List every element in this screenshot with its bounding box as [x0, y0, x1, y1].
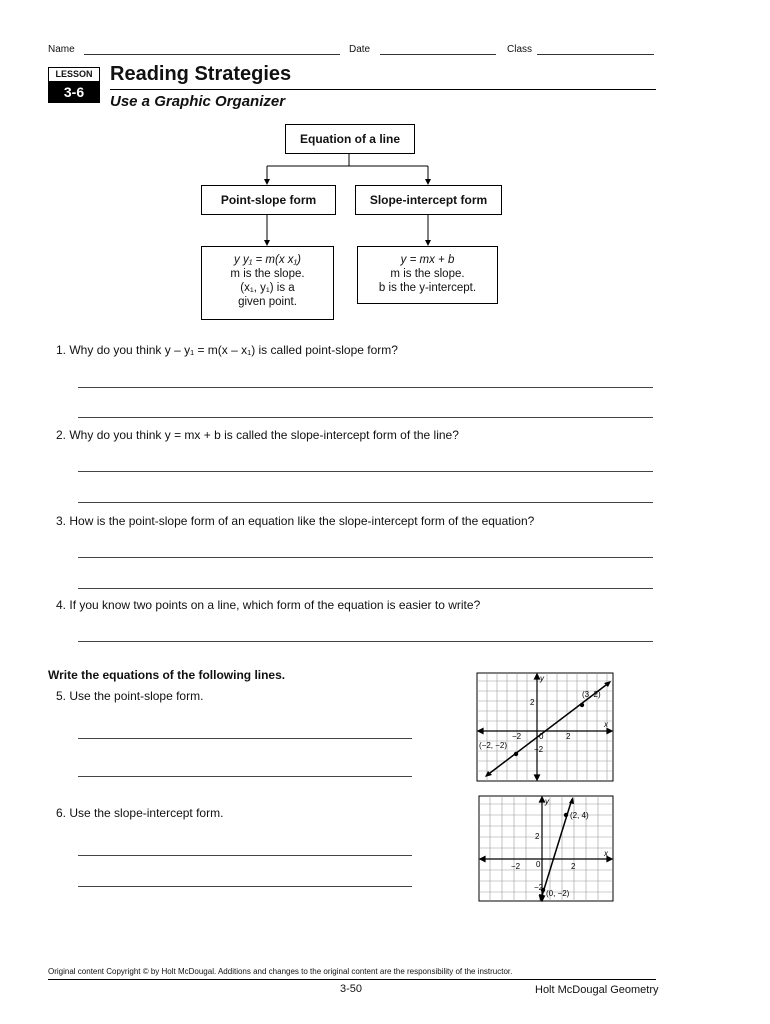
question-4	[56, 598, 480, 612]
graph-2-x-label: x	[604, 849, 608, 858]
point-slope-line: (x₁, y₁) is a	[240, 282, 295, 294]
answer-line[interactable]	[78, 556, 653, 558]
question-5	[56, 689, 203, 703]
graph-1-origin: 0	[539, 732, 544, 741]
graph-2-point-a	[564, 813, 568, 817]
graph-2-tick-x: 2	[571, 862, 576, 871]
question-2	[56, 428, 459, 442]
answer-line[interactable]	[78, 737, 412, 739]
answer-line[interactable]	[78, 470, 653, 472]
graph-2-tick-neg-y: −2	[534, 883, 544, 892]
answer-line[interactable]	[78, 885, 412, 887]
graph-2-tick-y: 2	[535, 832, 540, 841]
organizer-top-box: Equation of a line	[285, 124, 415, 154]
answer-line[interactable]	[78, 640, 653, 642]
graph-2-y-label: y	[545, 797, 549, 806]
question-text: How is the point-slope form of an equation like the slope-intercept form of the equation?	[69, 514, 535, 528]
graph-1-y-label: y	[540, 674, 544, 683]
question-1	[56, 343, 398, 357]
point-slope-equation: y y₁ = m(x x₁)	[234, 254, 301, 266]
question-number: 5.	[56, 689, 67, 703]
page-subtitle: Use a Graphic Organizer	[110, 93, 286, 110]
point-slope-details	[201, 246, 334, 320]
question-number: 3.	[56, 514, 67, 528]
class-label: Class	[507, 44, 533, 55]
page-number: 3-50	[340, 983, 363, 995]
point-slope-heading: Point-slope form	[201, 185, 336, 215]
graph-1-tick-neg-y: −2	[534, 745, 544, 754]
answer-line[interactable]	[78, 775, 412, 777]
section-heading: Write the equations of the following lines.	[48, 668, 286, 682]
graph-2-point-a-label: (2, 4)	[570, 811, 589, 820]
question-text: Use the slope-intercept form.	[69, 806, 224, 820]
question-text: Use the point-slope form.	[69, 689, 204, 703]
point-slope-line: given point.	[238, 296, 297, 308]
footer-divider	[48, 979, 656, 980]
graph-2-tick-neg: −2	[511, 862, 521, 871]
slope-intercept-equation: y = mx + b	[400, 254, 455, 266]
graph-1	[476, 672, 614, 782]
question-number: 6.	[56, 806, 67, 820]
question-3	[56, 514, 534, 528]
date-label: Date	[349, 44, 371, 55]
question-text: Why do you think y – y₁ = m(x – x₁) is called point-slope form?	[69, 343, 398, 357]
lesson-number: 3-6	[49, 82, 99, 102]
answer-line[interactable]	[78, 587, 653, 589]
graph-1-tick-x: 2	[566, 732, 571, 741]
name-label: Name	[48, 44, 75, 55]
graph-1-tick-neg: −2	[512, 732, 522, 741]
slope-intercept-line: b is the y-intercept.	[378, 282, 477, 294]
graph-1-point-b	[514, 752, 518, 756]
answer-line[interactable]	[78, 386, 653, 388]
answer-line[interactable]	[78, 501, 653, 503]
slope-intercept-heading: Slope-intercept form	[355, 185, 502, 215]
answer-line[interactable]	[78, 416, 653, 418]
copyright-note: Original content Copyright © by Holt McDougal. Additions and changes to the original content are the responsibility of the instructor.	[48, 967, 513, 976]
answer-line[interactable]	[78, 854, 412, 856]
graph-1-point-b-label: (−2, −2)	[479, 741, 508, 750]
question-number: 4.	[56, 598, 67, 612]
question-text: If you know two points on a line, which form of the equation is easier to write?	[69, 598, 481, 612]
question-number: 2.	[56, 428, 67, 442]
graph-1-tick-y: 2	[530, 698, 535, 707]
question-text: Why do you think y = mx + b is called the slope-intercept form of the line?	[69, 428, 459, 442]
graph-2	[478, 795, 614, 902]
book-title: Holt McDougal Geometry	[535, 984, 659, 996]
slope-intercept-line: m is the slope.	[390, 268, 465, 280]
slope-intercept-details	[357, 246, 498, 304]
point-slope-line: m is the slope.	[230, 268, 305, 280]
graph-1-x-label: x	[604, 720, 608, 729]
question-6	[56, 806, 223, 820]
graph-2-point-b-label: (0, −2)	[546, 889, 570, 898]
page-title: Reading Strategies	[110, 63, 292, 85]
question-number: 1.	[56, 343, 67, 357]
graph-1-point-a	[580, 703, 584, 707]
graph-1-point-a-label: (3, 2)	[582, 690, 601, 699]
graph-2-origin: 0	[536, 860, 541, 869]
lesson-badge-label: LESSON	[49, 68, 99, 82]
